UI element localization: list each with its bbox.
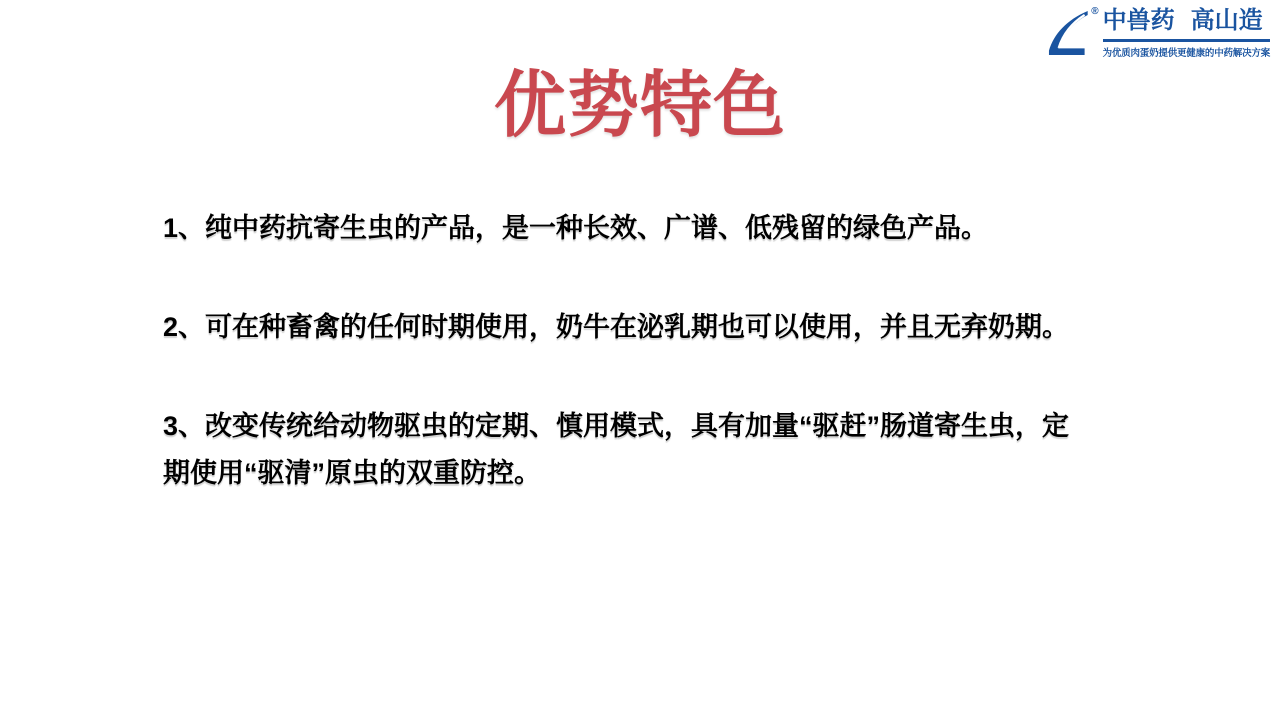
bullet-3-line-2: 期使用“驱清”原虫的双重防控。 xyxy=(163,458,541,488)
bullet-item-3 xyxy=(163,403,1143,497)
brand-logo xyxy=(1045,5,1270,59)
brand-word-right: 高山造 xyxy=(1190,7,1263,34)
bullet-2-line-1: 2、可在种畜禽的任何时期使用，奶牛在泌乳期也可以使用，并且无弃奶期。 xyxy=(163,312,1070,342)
registered-trademark-icon: ® xyxy=(1091,6,1099,17)
bullet-item-1 xyxy=(163,205,1143,252)
brand-logo-mark xyxy=(1045,11,1089,55)
swoosh-logo-icon xyxy=(1045,11,1089,55)
bullet-item-2 xyxy=(163,304,1143,351)
brand-divider-rule xyxy=(1103,39,1270,42)
brand-word-left: 中兽药 xyxy=(1102,7,1175,34)
brand-logo-text xyxy=(1103,5,1270,59)
bullet-1-line-1: 1、纯中药抗寄生虫的产品，是一种长效、广谱、低残留的绿色产品。 xyxy=(163,213,989,243)
brand-name xyxy=(1103,5,1263,37)
page-title: 优势特色 xyxy=(493,66,786,146)
bullet-3-line-1: 3、改变传统给动物驱虫的定期、慎用模式，具有加量“驱赶”肠道寄生虫，定 xyxy=(163,411,1070,441)
brand-tagline: 为优质肉蛋奶提供更健康的中药解决方案 xyxy=(1102,48,1270,60)
bullet-list xyxy=(163,205,1143,549)
